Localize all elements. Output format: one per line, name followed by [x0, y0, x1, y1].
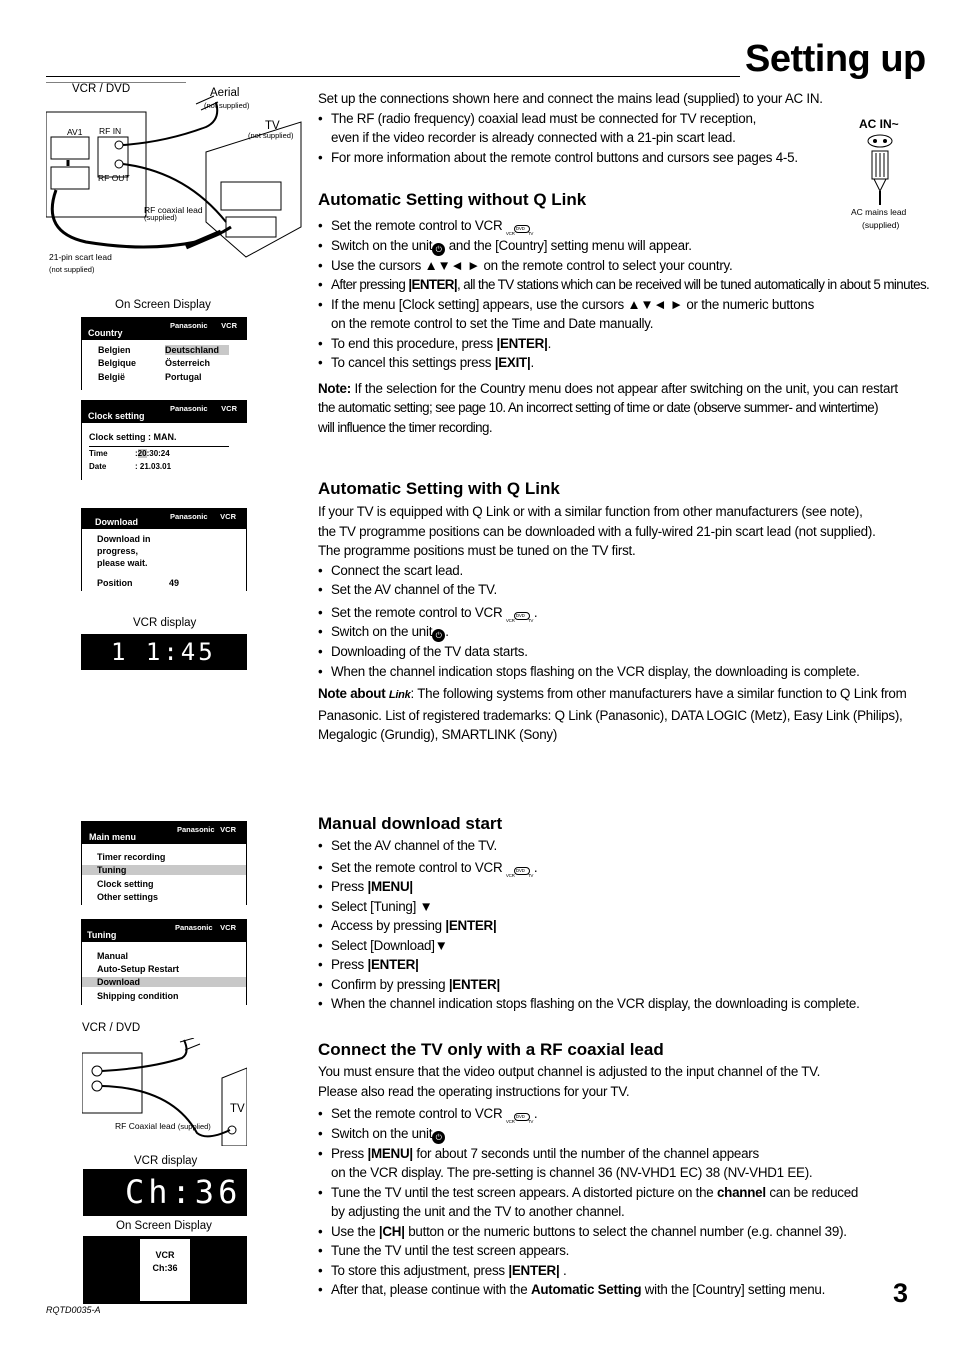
text-osd_tuning-title: Tuning: [87, 930, 117, 940]
text-remote-vcr: VCR: [505, 617, 515, 623]
page-number: 3: [892, 1278, 908, 1308]
osd-clock: [81, 400, 247, 480]
text-osd_tuning-items-1: Auto-Setup Restart: [97, 964, 180, 974]
text-s1-note1: If the selection for the Country menu does not appear after switching on the unit, you can restart: [354, 380, 898, 396]
aerial-not-supplied: (not supplied): [204, 101, 250, 110]
text-lcd1: 1 1:45: [111, 638, 216, 666]
scart-lead-label: 21-pin scart lead: [49, 252, 112, 262]
text-s1-b1: Set the remote control to VCR: [331, 218, 503, 233]
remote-switch-icon: [505, 219, 534, 237]
text-lcd2: Ch:36: [125, 1173, 242, 1211]
osd-channel-line1: VCR: [155, 1250, 175, 1260]
text-remote-dvd: DVD: [515, 226, 525, 232]
text-remote-dvd: DVD: [515, 612, 525, 618]
text-s1-b6a: To end this procedure, press: [331, 335, 493, 351]
rf-lead-supplied: (supplied): [144, 213, 177, 222]
text-s1-note2: the automatic setting; see page 10. An incorrect setting of time or date (observe summer- and wintertime): [318, 400, 878, 415]
text-remote-dvd: DVD: [515, 1114, 525, 1120]
text-osd_download-lines-1: progress,: [97, 546, 139, 556]
text-osd_country-col2-2: Portugal: [165, 372, 202, 382]
text-s4-p1: You must ensure that the video output channel is adjusted to the input channel of the TV.: [318, 1064, 821, 1079]
text-intro-p1: Set up the connections shown here and connect the mains lead (supplied) to your AC IN.: [318, 91, 823, 106]
text-osd_clock-vcr: VCR: [221, 404, 237, 413]
text-s1-b7b: .: [530, 355, 534, 370]
text-s1-b2a: Switch on the unit: [331, 237, 433, 253]
text-s1-note_label: Note:: [318, 380, 351, 396]
osd-country: [81, 317, 247, 390]
text-s3-b2: Set the remote control to VCR: [331, 859, 503, 875]
text-s2-p2: the TV programme positions can be downloaded with a fully-wired 21-pin scart lead (not supplied).: [318, 523, 876, 539]
text-s1-b4b: , all the TV stations which can be received will be tuned automatically in about 5 minutes.: [457, 277, 930, 292]
section-auto-with-qlink: [318, 502, 918, 745]
text-s4-b4k: channel: [716, 1184, 766, 1200]
text-s4-b3a: Press: [331, 1145, 364, 1161]
ac-in-label: AC IN~: [859, 117, 899, 131]
text-osd_download-pos_label: Position: [97, 578, 133, 588]
text-osd_clock-title: Clock setting: [88, 411, 145, 421]
text-osd_tuning-items-3: Shipping condition: [97, 991, 179, 1001]
text-s4-b5a: Use the: [331, 1223, 376, 1239]
text-s2-note3: Megalogic (Grundig), SMARTLINK (Sony): [318, 727, 558, 742]
text-osd_country-col1-1: Belgique: [98, 358, 137, 368]
text-osd_download-vcr: VCR: [220, 512, 236, 521]
text-remote-vcr: VCR: [505, 872, 515, 878]
text-diagram2-supplied: (supplied): [177, 1122, 211, 1131]
text-s2-note1: : The following systems from other manufacturers have a similar function to Q Link from: [410, 686, 907, 701]
text-s4-b8k: Automatic Setting: [530, 1282, 642, 1297]
text-intro-b1a: • The RF (radio frequency) coaxial lead must be connected for TV reception,: [318, 109, 918, 129]
vcr-dvd-label: VCR / DVD: [72, 83, 131, 95]
text-osd_tuning-brand: Panasonic: [175, 923, 213, 932]
intro-text: [318, 89, 918, 167]
text-s3-b1: • Set the AV channel of the TV.: [318, 836, 918, 856]
text-osd_download-title: Download: [95, 517, 138, 527]
text-intro-b1b: even if the video recorder is already connected with a 21-pin scart lead.: [331, 130, 736, 145]
text-s4-b7k: |ENTER|: [508, 1262, 560, 1278]
title-rule: [46, 76, 740, 77]
text-osd_country-col2-0: Deutschland: [165, 345, 229, 355]
text-remote-vcr: VCR: [505, 231, 515, 237]
text-osd_main-brand: Panasonic: [177, 825, 215, 834]
text-dot: .: [533, 1106, 538, 1121]
text-s4-b5b: button or the numeric buttons to select the channel number (e.g. channel 39).: [408, 1223, 847, 1239]
text-s2-p3: The programme positions must be tuned on the TV first.: [318, 543, 636, 558]
text-diagram2-rf_lead: RF Coaxial lead: [115, 1121, 176, 1131]
text-s3-b9: • When the channel indication stops flashing on the VCR display, the downloading is complete.: [318, 994, 918, 1014]
text-s4-b1: Set the remote control to VCR: [331, 1106, 503, 1121]
av1-label: AV1: [67, 127, 83, 137]
text-osd_tuning-items-0: Manual: [97, 951, 129, 961]
vcr-display-2: [83, 1169, 247, 1216]
tv-label: TV: [265, 120, 280, 132]
text-s2-p1: If your TV is equipped with Q Link or with a similar function from other manufacturers (see note),: [318, 504, 863, 519]
tv-not-supplied: (not supplied): [248, 131, 294, 140]
rf-in-label: RF IN: [99, 126, 122, 136]
qlink-logo: Link: [388, 689, 411, 701]
text-s3-b3k: |MENU|: [367, 879, 413, 894]
text-s4-b2: Switch on the unit: [331, 1125, 433, 1141]
text-osd_country-title: Country: [88, 328, 123, 338]
text-osd_main-items-0: Timer recording: [97, 852, 166, 862]
text-osd_download-lines-0: Download in: [97, 534, 151, 544]
text-osd_tuning-items-2: Download: [82, 977, 246, 987]
vcr-display-caption-2: VCR display: [134, 1155, 198, 1167]
text-s3-b3a: Press: [331, 879, 364, 894]
text-osd_clock-colon: :: [135, 449, 138, 458]
page-title: Setting up: [745, 38, 926, 80]
text-s2-b6: • When the channel indication stops flashing on the VCR display, the downloading is complete.: [318, 662, 918, 682]
text-s1-b2b: and the [Country] setting menu will appear.: [448, 237, 692, 253]
text-s4-b4c: by adjusting the unit and the TV to another channel.: [331, 1204, 625, 1219]
text-osd_main-items-3: Other settings: [97, 892, 159, 902]
text-osd_clock-time_label: Time: [89, 449, 108, 458]
text-s4-b3k: |MENU|: [367, 1145, 413, 1161]
text-s1-b5a: • If the menu [Clock setting] appears, use the cursors ▲▼◄ ► or the numeric buttons: [318, 295, 918, 315]
osd-channel-screen: [83, 1236, 247, 1304]
heading-manual-download: Manual download start: [318, 814, 503, 833]
power-icon: ⏻: [432, 243, 445, 256]
text-osd_download-brand: Panasonic: [170, 512, 208, 521]
text-s4-p2: Please also read the operating instructions for your TV.: [318, 1083, 630, 1099]
text-intro-b2: • For more information about the remote control buttons and cursors see pages 4-5.: [318, 148, 918, 168]
vcr-dvd-label-2: VCR / DVD: [82, 1022, 141, 1034]
scart-not-supplied: (not supplied): [49, 265, 95, 274]
text-osd_country-brand: Panasonic: [170, 321, 208, 330]
text-osd_main-vcr: VCR: [220, 825, 236, 834]
vcr-display-1: [81, 634, 247, 670]
text-s2-b5: • Downloading of the TV data starts.: [318, 642, 918, 662]
vcr-display-caption-1: VCR display: [133, 617, 197, 629]
section-rf-coaxial: [318, 1062, 918, 1300]
text-s2-b2: • Set the AV channel of the TV.: [318, 580, 918, 600]
text-s4-b4a: Tune the TV until the test screen appears. A distorted picture on the: [331, 1184, 714, 1200]
rf-coaxial-label: [115, 1121, 211, 1131]
text-osd_main-items-1: Tuning: [82, 865, 246, 875]
text-osd_country-vcr: VCR: [221, 321, 237, 330]
text-s4-b3b: for about 7 seconds until the number of the channel appears: [416, 1145, 759, 1161]
text-dot: .: [445, 624, 449, 639]
text-s4-b5k: |CH|: [378, 1223, 405, 1239]
text-s1-b7a: To cancel this settings press: [331, 355, 492, 370]
text-remote-tv: TV: [527, 872, 534, 878]
text-s1-note3: will influence the timer recording.: [318, 419, 492, 435]
text-s4-b8b: with the [Country] setting menu.: [644, 1282, 826, 1297]
text-s3-b5k: |ENTER|: [445, 918, 497, 933]
text-remote-tv: TV: [527, 617, 534, 623]
text-s4-b7a: To store this adjustment, press: [331, 1262, 505, 1278]
text-s4-b4b: can be reduced: [769, 1184, 859, 1200]
section-auto-without-qlink: [318, 216, 930, 437]
section-manual-download: [318, 836, 918, 1014]
osd-channel-line2: Ch:36: [152, 1263, 178, 1273]
text-s3-b8a: Confirm by pressing: [331, 976, 446, 992]
text-s2-b1: • Connect the scart lead.: [318, 561, 918, 581]
text-osd_country-col2-1: Österreich: [165, 358, 211, 368]
text-osd_clock-time_rest: :30:24: [146, 449, 170, 458]
text-osd_clock-brand: Panasonic: [170, 404, 208, 413]
heading-auto-without-qlink: Automatic Setting without Q Link: [318, 190, 587, 209]
text-osd_main-title: Main menu: [89, 832, 137, 842]
text-osd_country-col1-2: België: [98, 372, 126, 382]
text-osd_clock-time_hl: 20: [137, 449, 147, 458]
text-s1-b4a: After pressing: [331, 277, 406, 292]
text-s3-b8k: |ENTER|: [448, 976, 500, 992]
text-s4-b6: • Tune the TV until the test screen appears.: [318, 1241, 918, 1261]
osd-caption: On Screen Display: [115, 299, 211, 311]
ac-mains-label: AC mains lead: [851, 207, 907, 217]
osd-main-menu: [81, 821, 247, 905]
text-osd_clock-date_label: Date: [89, 462, 107, 471]
text-s3-b7k: |ENTER|: [367, 957, 419, 972]
text-dot: .: [533, 604, 538, 620]
text-dot: .: [533, 859, 538, 875]
text-osd_download-lines-2: please wait.: [97, 558, 148, 568]
text-s3-b6: • Select [Download]▼: [318, 936, 918, 956]
text-s1-b4k: |ENTER|: [408, 277, 458, 292]
osd-caption-2: On Screen Display: [116, 1220, 212, 1232]
text-s4-b7b: .: [562, 1262, 567, 1278]
text-remote-tv: TV: [527, 1119, 534, 1125]
text-s2-b4: Switch on the unit: [331, 624, 433, 639]
text-s2-b3: Set the remote control to VCR: [331, 604, 503, 620]
text-osd_clock-date_value: : 21.03.01: [135, 462, 172, 471]
text-s1-b7k: |EXIT|: [494, 355, 531, 370]
text-osd_country-col1-0: Belgien: [98, 345, 131, 355]
text-s1-b3b: on the remote control to select your country.: [483, 257, 733, 273]
heading-rf-coaxial: Connect the TV only with a RF coaxial lead: [318, 1040, 664, 1059]
text-s4-b3c: on the VCR display. The pre-setting is channel 36 (NV-VHD1 EC) 38 (NV-VHD1 EE).: [331, 1165, 813, 1180]
tv-label-2: TV: [230, 1103, 245, 1115]
text-remote-dvd: DVD: [515, 867, 525, 873]
text-s1-b5b: on the remote control to set the Time and Date manually.: [331, 316, 654, 331]
text-s3-b7a: Press: [331, 957, 364, 972]
text-s1-b6k: |ENTER|: [496, 335, 548, 351]
aerial-label: Aerial: [210, 87, 240, 99]
text-osd_tuning-vcr: VCR: [220, 923, 236, 932]
text-s3-b4: • Select [Tuning] ▼: [318, 897, 918, 917]
text-remote-vcr: VCR: [505, 1119, 515, 1125]
ac-mains-supplied: (supplied): [862, 220, 900, 230]
text-osd_main-items-2: Clock setting: [97, 879, 154, 889]
text-s4-b8a: After that, please continue with the: [331, 1282, 528, 1297]
text-s3-b5a: Access by pressing: [331, 918, 442, 933]
heading-auto-with-qlink: Automatic Setting with Q Link: [318, 479, 560, 498]
text-s2-note_label: Note about: [318, 686, 386, 701]
rf-out-label: RF OUT: [98, 173, 130, 183]
rf-lead-label: RF coaxial lead: [144, 205, 203, 215]
text-osd_download-pos_value: 49: [169, 578, 180, 588]
osd-tuning: [81, 919, 247, 1005]
power-icon: ⏻: [432, 1131, 445, 1144]
text-remote-tv: TV: [527, 231, 534, 237]
document-code: RQTD0035-A: [46, 1305, 101, 1315]
text-s1-b3a: Use the cursors ▲▼◄ ►: [331, 257, 480, 273]
text-osd_clock-mode: Clock setting : MAN.: [89, 432, 177, 442]
power-icon: ⏻: [432, 629, 445, 642]
text-s2-note2: Panasonic. List of registered trademarks: Q Link (Panasonic), DATA LOGIC (Metz), Easy Link (Philips),: [318, 707, 903, 723]
text-s1-b6b: .: [547, 335, 552, 351]
osd-download: [81, 508, 247, 591]
